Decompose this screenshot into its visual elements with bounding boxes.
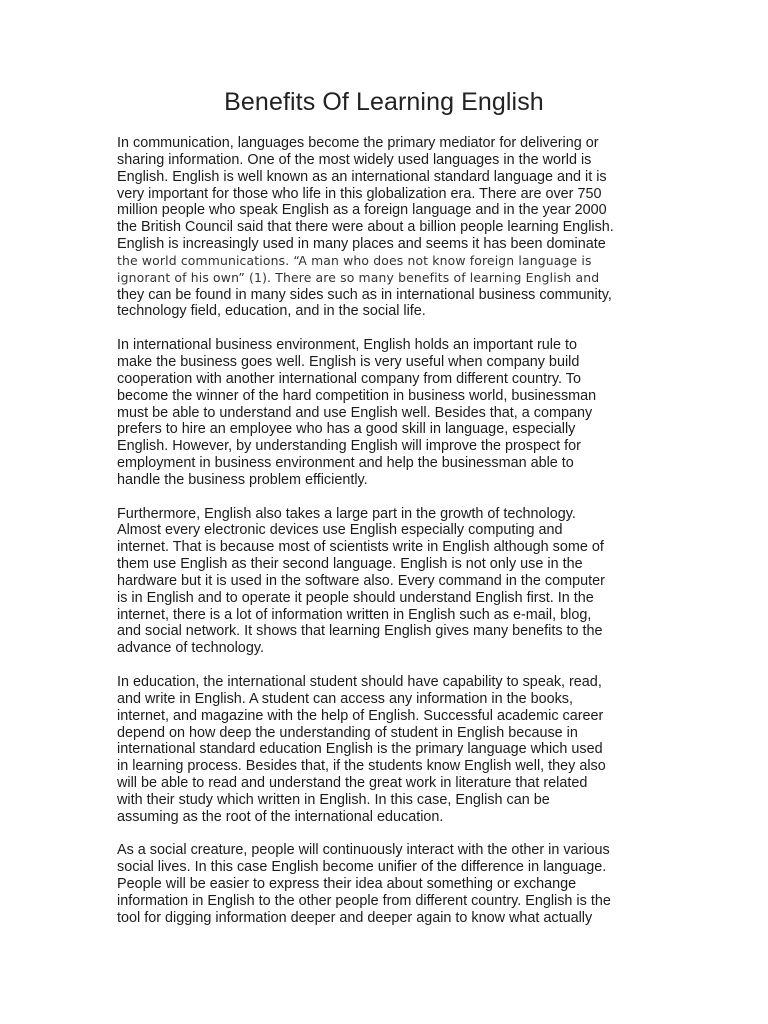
text-line: employment in business environment and help the businessman able to [117,455,574,472]
text-line: with their study which written in English. In this case, English can be [117,791,550,808]
text-line: People will be easier to express their idea about something or exchange [117,876,577,893]
text-line: and write in English. A student can access any information in the books, [117,690,573,707]
text-line: depend on how deep the understanding of student in English because in [117,724,578,741]
text-line: million people who speak English as a foreign language and in the year 2000 [117,202,607,219]
text-line: internet, and magazine with the help of English. Successful academic career [117,707,604,724]
text-line: social lives. In this case English become unifier of the difference in language. [117,859,607,876]
paragraph-2 [117,337,657,489]
text-line: internet, there is a lot of information written in English such as e-mail, blog, [117,606,592,623]
text-line: handle the business problem efficiently. [117,471,368,488]
paragraph-5 [117,842,657,926]
text-line: the British Council said that there were about a billion people learning English. [117,219,614,236]
text-line: they can be found in many sides such as in international business community, [117,286,612,303]
text-line: prefers to hire an employee who has a good skill in language, especially [117,421,576,438]
paragraph-3 [117,506,657,658]
text-line: English. However, by understanding English will improve the prospect for [117,438,581,455]
paragraph-1 [117,135,657,320]
quote-line: ignorant of his own” (1). There are so many benefits of learning English and [117,269,600,285]
text-line: make the business goes well. English is very useful when company build [117,353,580,370]
text-line: In communication, languages become the primary mediator for delivering or [117,135,599,151]
text-line: very important for those who life in this globalization era. There are over 750 [117,185,602,202]
text-line: advance of technology. [117,640,264,657]
text-line: internet. That is because most of scientists write in English although some of [117,539,604,556]
text-line: In education, the international student should have capability to speak, read, [117,674,602,690]
text-line: assuming as the root of the international education. [117,808,444,825]
text-line: tool for digging information deeper and deeper again to know what actually [117,909,593,926]
document-body [117,135,657,944]
text-line: Almost every electronic devices use English especially computing and [117,522,563,539]
text-line: In international business environment, English holds an important rule to [117,337,577,354]
text-line: and social network. It shows that learning English gives many benefits to the [117,623,603,640]
text-line: will be able to read and understand the great work in literature that related [117,775,588,792]
text-line: international standard education English is the primary language which used [117,741,603,758]
document-title: Benefits Of Learning English [224,88,544,116]
text-line: them use English as their second language. English is not only use in the [117,556,583,573]
text-line: cooperation with another international company from different country. To [117,370,581,387]
text-line: hardware but it is used in the software also. Every command in the computer [117,572,605,589]
text-line: become the winner of the hard competition in business world, businessman [117,387,597,404]
text-line: in learning process. Besides that, if the students know English well, they also [117,758,606,775]
text-line: sharing information. One of the most widely used languages in the world is [117,151,592,168]
text-line: technology field, education, and in the social life. [117,303,426,320]
quote-line: the world communications. “A man who does not know foreign language is [117,252,592,268]
text-line: English. English is well known as an international standard language and it is [117,168,607,185]
text-line: is in English and to operate it people should understand English first. In the [117,589,594,606]
text-line: Furthermore, English also takes a large part in the growth of technology. [117,505,576,522]
text-line: information in English to the other people from different country. English is the [117,892,611,909]
text-line: must be able to understand and use English well. Besides that, a company [117,404,593,421]
paragraph-4 [117,674,657,826]
text-line: As a social creature, people will continuously interact with the other in various [117,842,610,859]
text-line: English is increasingly used in many places and seems it has been dominate [117,236,606,253]
